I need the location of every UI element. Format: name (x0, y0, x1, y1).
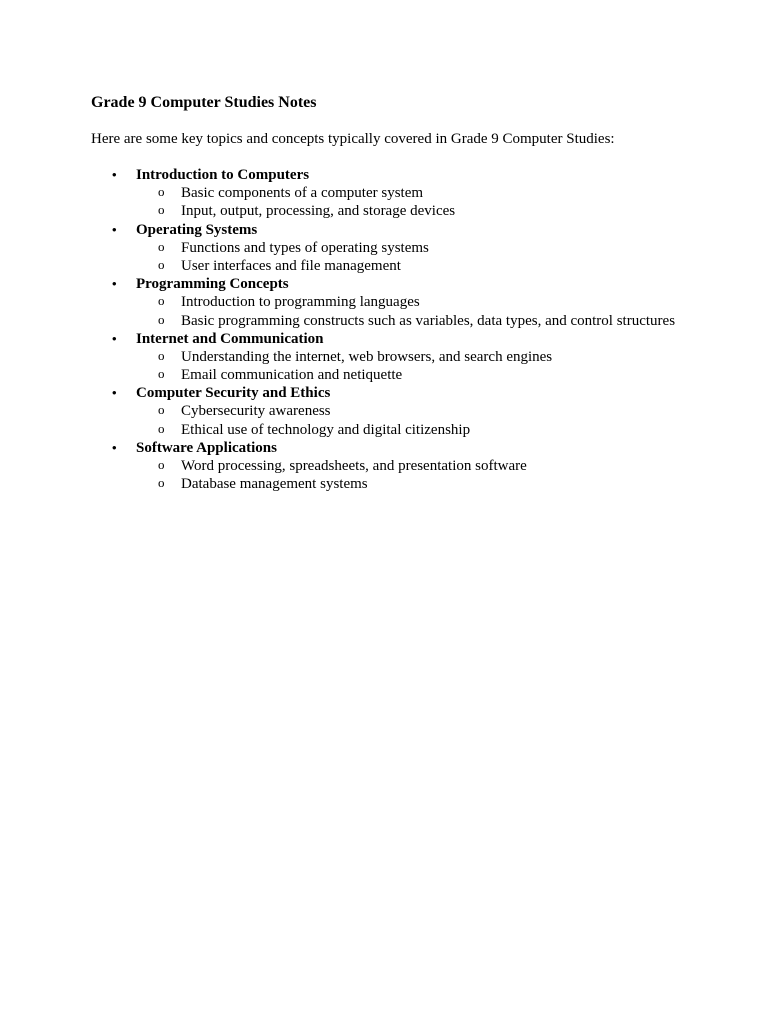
subtopic-list (0, 293, 768, 329)
circle-bullet-icon: o (158, 402, 165, 418)
circle-bullet-icon: o (158, 366, 165, 382)
topic-row (0, 166, 768, 184)
subtopic-list (0, 457, 768, 493)
document-title: Grade 9 Computer Studies Notes (91, 94, 317, 111)
subtopic-item (0, 402, 768, 420)
bullet-icon: • (112, 385, 117, 401)
topic-row (0, 275, 768, 293)
circle-bullet-icon: o (158, 420, 165, 436)
subtopic-item (0, 312, 768, 330)
subtopic-label: Word processing, spreadsheets, and presentation software (181, 458, 527, 474)
subtopic-label: Email communication and netiquette (181, 367, 403, 384)
subtopic-label: Introduction to programming languages (181, 294, 420, 311)
subtopic-label: Database management systems (181, 476, 368, 493)
topic-label: Internet and Communication (136, 330, 324, 347)
circle-bullet-icon: o (158, 238, 165, 254)
subtopic-item (0, 421, 768, 439)
topic-label: Software Applications (136, 439, 277, 456)
circle-bullet-icon: o (158, 256, 165, 272)
subtopic-label: Functions and types of operating systems (181, 239, 429, 256)
intro-paragraph: Here are some key topics and concepts typically covered in Grade 9 Computer Studies: (91, 131, 615, 147)
subtopic-label: Ethical use of technology and digital citizenship (181, 421, 471, 438)
subtopic-list (0, 184, 768, 220)
topic-label: Computer Security and Ethics (136, 385, 331, 402)
subtopic-label: Basic programming constructs such as variables, data types, and control structures (181, 312, 676, 329)
topic-row (0, 439, 768, 457)
bullet-icon: • (112, 439, 117, 455)
subtopic-label: User interfaces and file management (181, 257, 401, 274)
subtopic-item (0, 257, 768, 275)
subtopic-label: Basic components of a computer system (181, 185, 424, 202)
topic-label: Operating Systems (136, 221, 258, 238)
topic-list (0, 166, 768, 493)
subtopic-label: Input, output, processing, and storage devices (181, 203, 456, 220)
bullet-icon: • (112, 330, 117, 346)
bullet-icon: • (112, 221, 117, 237)
subtopic-item (0, 475, 768, 493)
topic-label: Programming Concepts (136, 276, 289, 293)
topic-item (0, 221, 768, 276)
subtopic-item (0, 348, 768, 366)
circle-bullet-icon: o (158, 457, 165, 472)
subtopic-label: Cybersecurity awareness (181, 403, 331, 420)
subtopic-list (0, 348, 768, 384)
topic-label: Introduction to Computers (136, 167, 310, 183)
subtopic-list (0, 402, 768, 438)
topic-item (0, 275, 768, 330)
topic-item (0, 166, 768, 221)
subtopic-item (0, 202, 768, 220)
subtopic-item (0, 293, 768, 311)
subtopic-item (0, 366, 768, 384)
topic-row (0, 221, 768, 239)
subtopic-item (0, 239, 768, 257)
circle-bullet-icon: o (158, 311, 165, 327)
subtopic-label: Understanding the internet, web browsers, and search engines (181, 348, 553, 365)
subtopic-list (0, 239, 768, 275)
topic-item (0, 330, 768, 385)
topic-row (0, 384, 768, 402)
circle-bullet-icon: o (158, 202, 165, 218)
topic-item (0, 439, 768, 494)
subtopic-item (0, 184, 768, 202)
subtopic-item (0, 457, 768, 475)
circle-bullet-icon: o (158, 184, 165, 200)
topic-item (0, 384, 768, 439)
circle-bullet-icon: o (158, 347, 165, 363)
bullet-icon: • (112, 167, 117, 182)
circle-bullet-icon: o (158, 475, 165, 491)
bullet-icon: • (112, 276, 117, 292)
circle-bullet-icon: o (158, 293, 165, 309)
topic-row (0, 330, 768, 348)
